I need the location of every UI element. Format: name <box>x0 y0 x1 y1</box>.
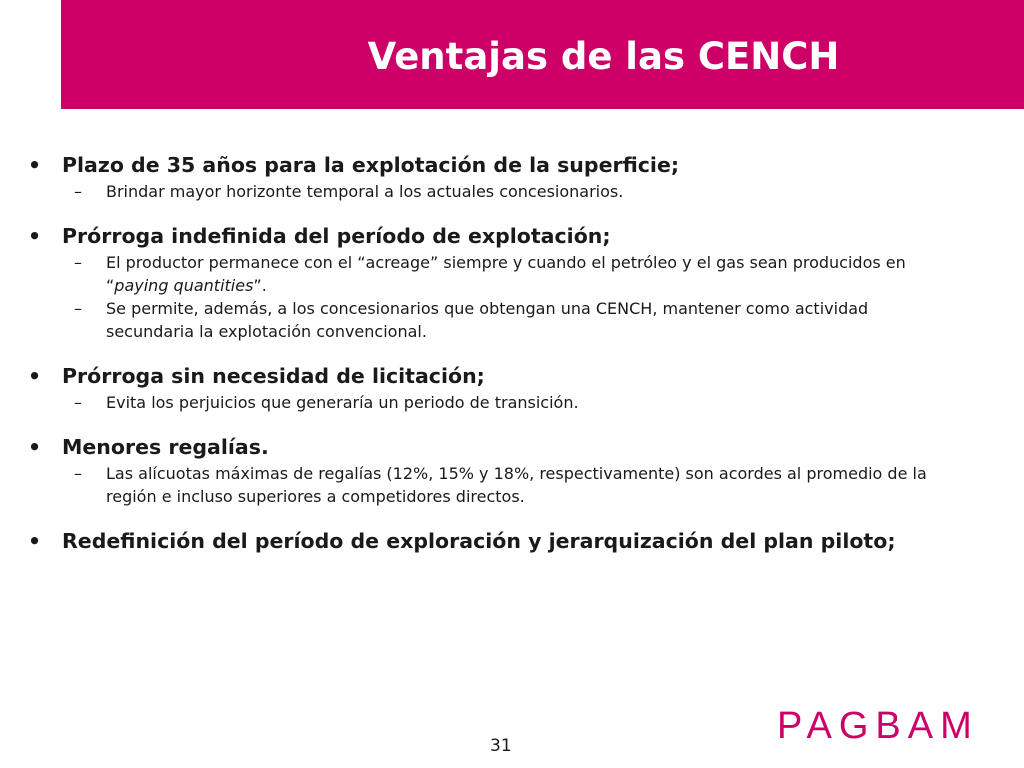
text-run: Las alícuotas máximas de regalías (12%, 15% y 18%, respectivamente) son acordes al promedio de la región e incluso superiores a competidores directos. <box>106 464 927 506</box>
bullet-item <box>28 221 988 343</box>
bullet-marker: • <box>28 224 42 248</box>
sub-text <box>106 180 988 203</box>
text-run: Se permite, además, a los concesionarios que obtengan una CENCH, mantener como actividad secundaria la explotación convencional. <box>106 299 869 341</box>
sub-item <box>28 180 988 203</box>
dash-marker <box>28 251 106 274</box>
sub-text <box>106 251 988 297</box>
bullet-list <box>28 150 988 574</box>
sub-item <box>28 391 988 414</box>
bullet-item <box>28 526 988 556</box>
page-number: 31 <box>490 736 512 756</box>
dash-glyph: – <box>74 393 82 412</box>
dash-glyph: – <box>74 464 82 483</box>
italic-text: paying quantities <box>114 276 254 295</box>
dash-marker <box>28 180 106 203</box>
bullet-text: Prórroga indefinida del período de explotación; <box>62 224 611 248</box>
sub-item <box>28 462 988 508</box>
bullet-text: Redefinición del período de exploración y jerarquización del plan piloto; <box>62 529 896 553</box>
bullet-heading <box>28 150 988 180</box>
slide-title: Ventajas de las CENCH <box>367 35 840 78</box>
dash-marker <box>28 391 106 414</box>
bullet-text: Prórroga sin necesidad de licitación; <box>62 364 485 388</box>
text-run: El productor permanece con el “acreage” siempre y cuando el petróleo y el gas sean producidos en “ <box>106 253 906 295</box>
dash-marker <box>28 462 106 485</box>
dash-glyph: – <box>74 182 82 201</box>
sub-list <box>28 462 988 508</box>
bullet-marker: • <box>28 153 42 177</box>
bullet-item <box>28 432 988 508</box>
sub-list <box>28 180 988 203</box>
title-bar <box>61 0 1024 109</box>
bullet-marker: • <box>28 529 42 553</box>
bullet-heading <box>28 361 988 391</box>
sub-list <box>28 391 988 414</box>
bullet-marker: • <box>28 364 42 388</box>
text-run: ”. <box>253 276 267 295</box>
sub-text <box>106 391 988 414</box>
bullet-heading <box>28 221 988 251</box>
bullet-item <box>28 150 988 203</box>
sub-item <box>28 297 988 343</box>
bullet-heading <box>28 432 988 462</box>
bullet-heading <box>28 526 988 556</box>
sub-item <box>28 251 988 297</box>
text-run: Evita los perjuicios que generaría un periodo de transición. <box>106 393 579 412</box>
dash-marker <box>28 297 106 320</box>
bullet-marker: • <box>28 435 42 459</box>
sub-list <box>28 251 988 343</box>
dash-glyph: – <box>74 253 82 272</box>
bullet-text: Menores regalías. <box>62 435 269 459</box>
text-run: Brindar mayor horizonte temporal a los actuales concesionarios. <box>106 182 624 201</box>
sub-text <box>106 297 988 343</box>
sub-text <box>106 462 988 508</box>
pagbam-logo: PAGBAM <box>777 705 979 747</box>
bullet-text: Plazo de 35 años para la explotación de la superficie; <box>62 153 680 177</box>
dash-glyph: – <box>74 299 82 318</box>
bullet-item <box>28 361 988 414</box>
